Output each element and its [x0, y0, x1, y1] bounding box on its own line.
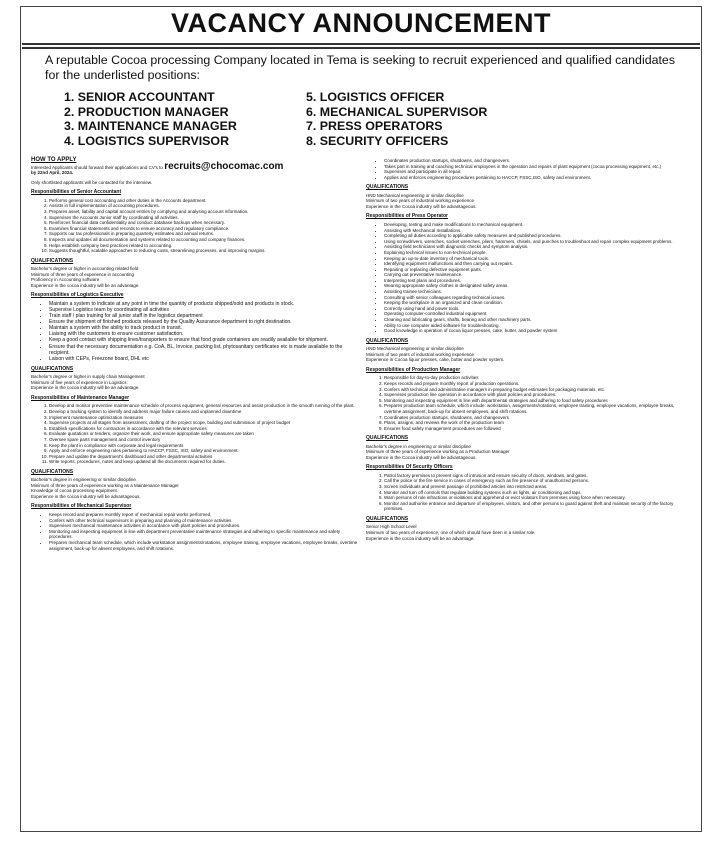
list-item: 8. Inspects and updates all documentation and systems related to accounting and company finances. — [49, 237, 361, 243]
logistics-exec-quals — [31, 374, 361, 391]
section-heading: QUALIFICATIONS — [31, 257, 74, 264]
list-item: 2. Develop a tracking system to identify and address major failure causes and unplanned downtime — [49, 409, 361, 415]
qualification-line: Senior High School Level — [366, 524, 417, 530]
list-item: 4. Supervises production line operation in accordance with plant policies and procedures. — [384, 392, 692, 398]
qualification-line: HND Mechanical engineering or similar discipline — [366, 346, 464, 352]
list-item: • Supervise Logistics team by coordinating all activities — [49, 307, 361, 313]
list-item: 2. Keeps records and prepare monthly report of production operations. — [384, 381, 692, 387]
list-item: • Supervises and participate in all repair. — [384, 169, 692, 175]
qualification-line: Experience in the cocoa industry will be advantageous. — [31, 494, 141, 500]
list-item: • Ensure the shipment of finished products released by the Quality Assurance department to right destination. — [49, 319, 361, 325]
list-item: • Ensure that the necessary documentation e.g. CoA, BL, Invoice, packing list, phytosanitary certificates etc is made available to the recipient. — [49, 344, 361, 356]
list-item: 3. Implement maintenance optimization measures — [49, 415, 361, 421]
list-item: 7. Coordinates production startups, shutdowns, and changeovers — [384, 415, 692, 421]
email-link[interactable]: recruits@chocomac.com — [164, 160, 284, 172]
qualification-line: Experience in the cocoa industry will be an advantage. — [31, 282, 140, 288]
list-item: 10. Suggests thoughtful, scalable approaches to reducing costs, streamlining processes, and improving margins. — [49, 248, 361, 254]
list-item: • Keeping an up-to-date inventory of mechanical tools. — [384, 256, 692, 262]
list-item: • Prepares mechanical team schedule, which include workstation assignments/rotations, employee training, employee vacations, employee breaks, overtime assignment, back-up for absent employees, and shift rotations. — [49, 540, 361, 551]
maintenance-manager-list — [31, 403, 361, 465]
list-item: 4. Supervise projects at all stages from assessment, drafting of the project scope, building and submission of project budget — [49, 420, 361, 426]
list-item: • Completing all duties according to applicable safety measures and published procedures. — [384, 233, 692, 239]
position-item: 7. PRESS OPERATORS — [306, 119, 443, 134]
qualification-line: Experience in the cocoa industry will be an advantage. — [31, 385, 140, 391]
position-item: 2. PRODUCTION MANAGER — [64, 104, 229, 119]
list-item: • Operating computer-controlled industrial equipment. — [384, 311, 692, 317]
list-item: 9. Helps establish company best practices related to accounting. — [49, 243, 361, 249]
logistics-exec-list — [31, 301, 361, 362]
list-item: 7. Oversee spare parts management and control inventory — [49, 437, 361, 443]
list-item: 8. Keep the plant in compliance with corporate and legal requirements — [49, 443, 361, 449]
list-item: • Developing, testing and make modifications to mechanical equipment. — [384, 222, 692, 228]
list-item: • Assisting field technicians with diagnostic checks and symptom analysis. — [384, 244, 692, 250]
page-title: VACANCY ANNOUNCEMENT — [170, 8, 551, 38]
list-item: 5. Monitoring and inspecting equipment in line with departmental strategies and adhering to food safety procedures — [384, 398, 692, 404]
position-item: 3. MAINTENANCE MANAGER — [64, 119, 237, 134]
qualification-line: Bachelor's degree in engineering or similar discipline — [31, 477, 136, 483]
section-heading: QUALIFICATIONS — [366, 435, 409, 442]
position-item: 5. LOGISTICS OFFICER — [306, 90, 445, 104]
press-operator-quals — [366, 346, 692, 363]
qualification-line: Experience in the cocoa industry will be an advantage. — [366, 535, 475, 541]
security-officers-quals — [366, 524, 692, 541]
list-item: • Maintain a system to indicate at any point in time the quantity of products shipped/sold and products in stock. — [49, 301, 361, 307]
section-heading: QUALIFICATIONS — [31, 365, 74, 372]
list-item: 1. Performs general cost accounting and other duties in the Accounts department. — [49, 198, 361, 204]
qualification-line: Experience in Cocoa liquor presses, cake, butter and powder system. — [366, 357, 505, 363]
list-item: • Correctly using hand and power tools. — [384, 306, 692, 312]
list-item: • Monitoring and inspecting equipment in line with department preventative maintenance strategies and adhering to specific maintenance and safety procedures. — [49, 529, 361, 540]
senior-accountant-quals — [31, 266, 361, 288]
list-item: 9. Apply and enforce engineering rules pertaining to HACCP, FSSC, ISO, safety and environment. — [49, 448, 361, 454]
list-item: • Identifying equipment malfunctions and then carrying out repairs. — [384, 261, 692, 267]
list-item: • Wearing appropriate safety clothes in designated safety areas. — [384, 283, 692, 289]
list-item: 5. Warn persons of rule infractions or violations and apprehend or evict violators from premises using force when necessary. — [384, 495, 692, 501]
qualification-line: Minimum of three years of experience working as a Maintenance Manager — [31, 482, 179, 488]
list-item: • Interpreting test plans and procedures. — [384, 278, 692, 284]
list-item: • Laison with CEPs, Freezone board, DHL etc — [49, 356, 361, 362]
qualification-line: Minimum of five years of experience in Logistics — [31, 379, 127, 385]
maintenance-manager-quals — [31, 477, 361, 499]
press-operator-list — [366, 222, 692, 334]
list-item: • Consulting with senior colleagues regarding technical issues. — [384, 295, 692, 301]
title-rule-bottom — [22, 47, 700, 49]
list-item: • Cleaning and lubricating gears, shafts, bearing and other machinery parts. — [384, 317, 692, 323]
list-item: 6. Monitor and authorise entrance and departure of employees, visitors, and other persons to guard against theft and maintain security of the factory premises. — [384, 501, 692, 512]
section-heading: Responsibilities of Senior Accountant — [31, 189, 122, 196]
position-item: 4. LOGISTICS SUPERVISOR — [64, 133, 230, 148]
list-item: • Good knowledge in operation of cocoa liquor presses, cake, butter, and powder system — [384, 328, 692, 334]
position-item: 6. MECHANICAL SUPERVISOR — [306, 104, 488, 119]
qualification-line: Minimum of three years of experience working as a Production Manager — [366, 449, 510, 455]
left-column — [31, 158, 361, 551]
qualification-line: Minimum of two years of industrial working experience — [366, 351, 475, 357]
section-heading: Responsibilities of Mechanical Supervisor — [31, 503, 132, 510]
how-to-apply-heading: HOW TO APPLY — [31, 157, 77, 163]
list-item: 4. Supervises the Accounts Junior staff by coordinating all activities. — [49, 215, 361, 221]
how-to-apply-text: Interested Applicants should forward their applications and CV's to — [31, 164, 163, 170]
list-item: • Confers with other technical supervisors in preparing and planning of maintenance activities — [49, 518, 361, 524]
list-item: • Coordinates production startups, shutdowns, and changeovers. — [384, 158, 692, 164]
list-item: 5. Establish specifications for contractors in accordance with the relevant services — [49, 426, 361, 432]
positions-right — [306, 90, 487, 148]
senior-accountant-list — [31, 198, 361, 254]
section-heading: Responsibilities Of Security Officers — [366, 464, 453, 471]
list-item: 5. Reinforces financial data confidentiality and conduct database backups when necessary. — [49, 220, 361, 226]
list-item: • Applies and enforces engineering procedures pertaining to HACCP, FSSC,ISO, safety and environment. — [384, 175, 692, 181]
qualification-line: Experience in the Cocoa industry will be advantageous. — [366, 203, 477, 209]
qualification-line: Minimum of two years of experience, one of which should have been in a similar role. — [366, 530, 536, 536]
list-item: 6. Examines financial statements and records to ensure accuracy and regulatory compliance. — [49, 226, 361, 232]
list-item: 1. Develop and monitor preventive maintenance schedule of process equipment, general resources and assist production in the smooth running of the plant. — [49, 403, 361, 409]
list-item: • Keeping the workplace in an organized and clean condition. — [384, 300, 692, 306]
list-item: • Supervises mechanical maintenance activities in accordance with plant policies and procedures. — [49, 523, 361, 529]
section-heading: QUALIFICATIONS — [31, 468, 74, 475]
list-item: 8. Plans, assigns, and reviews the work of the production team — [384, 420, 692, 426]
shortlist-note: Only shortlisted applicants will be contacted for the interview. — [31, 179, 153, 185]
list-item: 1. Patrol factory premises to prevent signs of intrusion and ensure security of doors, windows, and gates. — [384, 473, 692, 479]
list-item: • Assisting trainee technicians. — [384, 289, 692, 295]
list-item: 2. Assists in full implementation of accounting procedures. — [49, 203, 361, 209]
list-item: 11. Write reports, procedures, notes and keep updated all the documents required for duties. — [49, 459, 361, 465]
position-item: 8. SECURITY OFFICERS — [306, 133, 449, 148]
list-item: • Repairing or replacing defective equipment parts. — [384, 267, 692, 273]
section-heading: QUALIFICATIONS — [366, 337, 409, 344]
list-item: • Ability to use computer aided software for troubleshooting. — [384, 323, 692, 329]
list-item: 9. Ensures food safety management procedures are followed — [384, 426, 692, 432]
deadline: by 22nd April, 2024. — [31, 170, 74, 176]
qualification-line: Minimum of three years of experience in accounting — [31, 271, 135, 277]
list-item: 4. Monitor and turn off controls that regulate building systems such as lights, air conditioning and taps. — [384, 490, 692, 496]
list-item: 3. Confers with technical and administrative managers in preparing budget estimates for packaging materials, etc. — [384, 387, 692, 393]
mech-supervisor-quals — [366, 193, 692, 210]
qualification-line: Bachelor's degree in engineering or similar discipline — [366, 443, 471, 449]
qualification-line: Experience in the Cocoa industry will be advantageous. — [366, 454, 477, 460]
section-heading: Responsibilities of Production Manager — [366, 366, 461, 373]
right-column — [366, 158, 692, 541]
section-heading: Responsibilities of Logistics Executive — [31, 292, 124, 299]
qualification-line: HND Mechanical engineering or similar discipline — [366, 192, 464, 198]
list-item: • Keep a good contact with shipping lines/transporters to ensure that food grade containers are readily available for shipment. — [49, 337, 361, 343]
position-item: 1. SENIOR ACCOUNTANT — [64, 90, 215, 104]
section-heading: Responsibilities of Maintenance Manager — [31, 394, 130, 401]
intro-text: A reputable Cocoa processing Company located in Tema is seeking to recruit experienced and qualified candidates for the underlisted positions: — [45, 53, 676, 82]
list-item: • Train staff / plan training for all junior staff in the logistics department — [49, 313, 361, 319]
qualification-line: Proficiency in Accounting software — [31, 277, 100, 283]
production-manager-list — [366, 375, 692, 431]
list-item: • Assisting with Mechanical Installations. — [384, 228, 692, 234]
qualification-line: Minimum of two years of industrial working experience — [366, 198, 475, 204]
list-item: 3. Prepares asset, liability and capital account entries by complying and analysing account information. — [49, 209, 361, 215]
list-item: • Liaising with the customers to ensure customer satisfaction. — [49, 331, 361, 337]
qualification-line: Bachelor's degree or higher in supply chain Management — [31, 374, 145, 380]
list-item: 6. Evaluate quotations or tenders, organize their work, and ensure appropriate safety measures are taken — [49, 431, 361, 437]
list-item: 7. Supports our tax professionals in preparing quarterly estimates and annual returns. — [49, 231, 361, 237]
title-rule-top — [22, 43, 700, 45]
list-item: 3. Screen individuals and prevent passage of prohibited articles into restricted areas. — [384, 484, 692, 490]
mech-supervisor-list — [31, 512, 361, 551]
production-manager-quals — [366, 444, 692, 461]
list-item: • Explaining technical issues to non-technical people. — [384, 250, 692, 256]
security-officers-list — [366, 473, 692, 512]
list-item: 10. Prepare and update the department's dashboard and other departmental activities — [49, 454, 361, 460]
section-heading: QUALIFICATIONS — [366, 515, 409, 522]
section-heading: QUALIFICATIONS — [366, 184, 409, 191]
list-item: 2. Call the police or the fire service in cases of emergency such as fire presence of unauthorized persons. — [384, 478, 692, 484]
qualification-line: Bachelor's degree or higher in accounting related field — [31, 266, 139, 272]
list-item: • Keeps record and prepares monthly report of mechanical repair works performed. — [49, 512, 361, 518]
list-item: • Using screwdrivers, wrenches, socket wrenches, pliers, hammers, chisels, and punches to troubleshoot and repair complex equipment problems. — [384, 239, 692, 245]
mech-supervisor-list-cont — [366, 158, 692, 180]
list-item: • Maintain a system with the ability to track product in transit. — [49, 325, 361, 331]
list-item: • Takes part in training and coaching technical employees in the operation and repairs of plant equipment (cocoa processing equipment, etc.) — [384, 164, 692, 170]
qualification-line: Knowledge of cocoa processing equipment. — [31, 488, 119, 494]
list-item: 6. Prepares production team schedule, which include: workstation, assignments/rotations, employee training, employee vacations, employee breaks, overtime assignment, back-up for absent employees, and shift rotations. — [384, 403, 692, 414]
section-heading: Responsibilities of Press Operator — [366, 213, 448, 220]
list-item: 1. Responsible for day-to-day production activities — [384, 375, 692, 381]
positions-left — [64, 90, 237, 148]
list-item: • Carrying out preventative maintenance. — [384, 272, 692, 278]
